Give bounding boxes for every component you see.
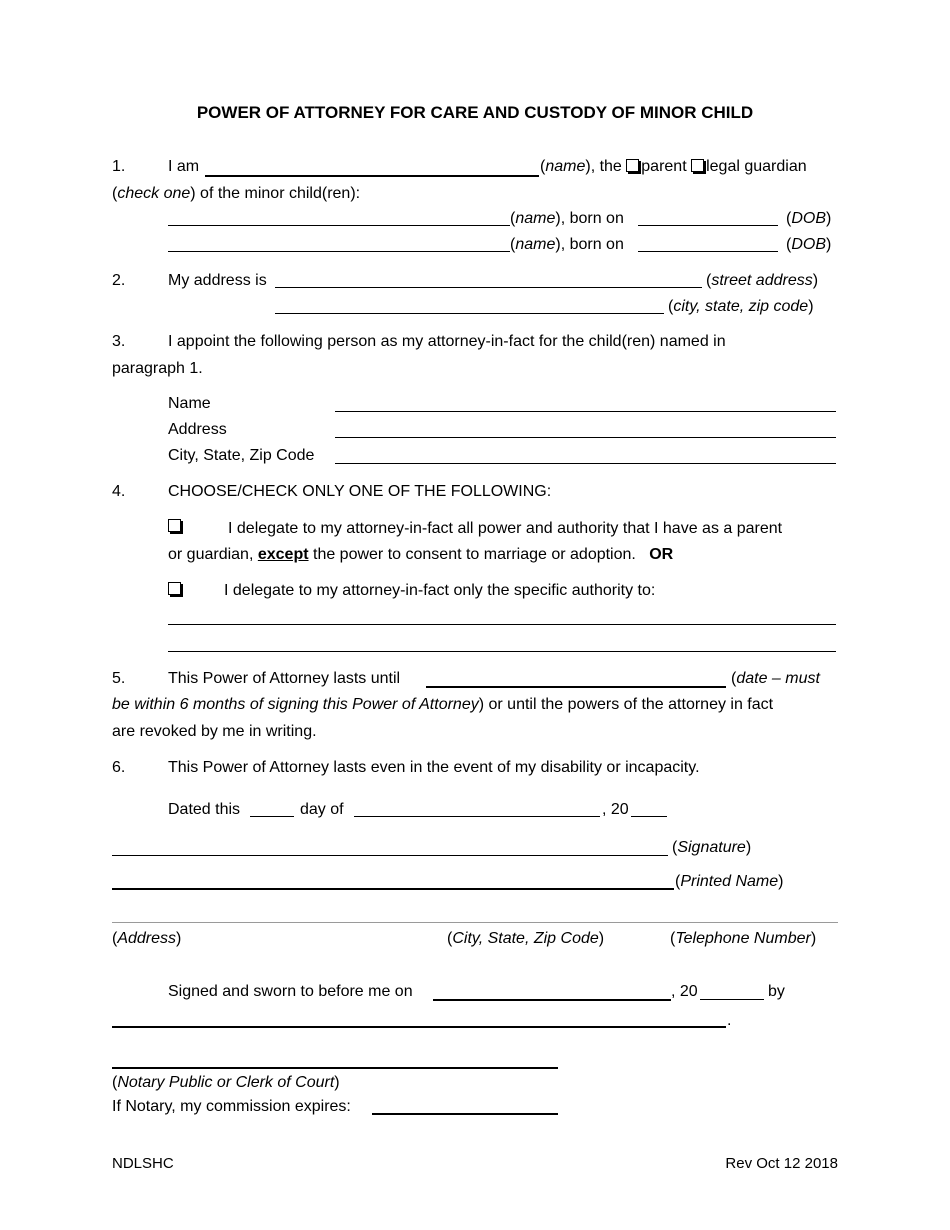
except-text: except (257, 546, 309, 563)
until-powers-text: ) or until the powers of the attorney in fact (478, 696, 774, 713)
dated-this-label: Dated this (168, 801, 241, 818)
attorney-name-field[interactable] (335, 411, 836, 412)
name-hint: name (515, 236, 556, 253)
child-2-dob-label: (DOB) (786, 236, 832, 253)
option-1-line1: I delegate to my attorney-in-fact all power and authority that I have as a parent (228, 520, 783, 537)
section-1-i-am: I am (168, 158, 200, 175)
attorney-name-label: Name (168, 395, 211, 412)
parent-label: parent (641, 158, 687, 175)
city-state-zip-label: (City, State, Zip Code) (447, 930, 605, 947)
city-state-zip-text: City, State, Zip Code (452, 930, 599, 947)
expiration-date-field[interactable] (426, 686, 726, 688)
section-1-number: 1. (112, 158, 126, 175)
printed-name-field[interactable] (112, 888, 674, 890)
city-state-zip-field[interactable] (275, 313, 664, 314)
notary-label: (Notary Public or Clerk of Court) (112, 1074, 340, 1091)
name-hint: name (545, 158, 586, 175)
telephone-text: Telephone Number (675, 930, 811, 947)
option-1-checkbox[interactable] (168, 519, 181, 532)
lasts-until-text: This Power of Attorney lasts until (168, 670, 401, 687)
year-prefix: , 20 (602, 801, 629, 818)
section-5-line3: are revoked by me in writing. (112, 723, 317, 740)
dob-hint: DOB (791, 236, 826, 253)
child-1-name-label: (name), born on (510, 210, 624, 227)
parent-checkbox[interactable] (626, 159, 639, 172)
printed-name-label: (Printed Name) (675, 873, 784, 890)
section-6-number: 6. (112, 759, 126, 776)
child-2-name-field[interactable] (168, 251, 510, 252)
notary-text: Notary Public or Clerk of Court (117, 1074, 335, 1091)
signature-label: (Signature) (672, 839, 752, 856)
attorney-city-field[interactable] (335, 463, 836, 464)
section-2-number: 2. (112, 272, 126, 289)
dob-hint: DOB (791, 210, 826, 227)
child-2-dob-field[interactable] (638, 251, 778, 252)
legal-guardian-checkbox[interactable] (691, 159, 704, 172)
notary-signature-field[interactable] (112, 1067, 558, 1069)
footer-revision: Rev Oct 12 2018 (725, 1155, 838, 1172)
the-text: ), the (585, 158, 627, 175)
address-text: Address (117, 930, 177, 947)
specific-authority-line-1[interactable] (168, 624, 836, 625)
specific-authority-line-2[interactable] (168, 651, 836, 652)
section-5-line2 (112, 695, 773, 715)
attorney-city-label: City, State, Zip Code (168, 447, 315, 464)
sworn-year-prefix: , 20 (671, 983, 698, 1000)
section-1-parent-choice: (name), the parent legal guardian (540, 158, 807, 175)
within-6-months-text: be within 6 months of signing this Power of Attorney (112, 696, 479, 713)
date-must-hint: (date – must (731, 670, 820, 687)
section-5-number: 5. (112, 670, 126, 687)
child-1-name-field[interactable] (168, 225, 510, 226)
street-address-field[interactable] (275, 287, 702, 288)
signature-field[interactable] (112, 855, 668, 856)
child-2-name-label: (name), born on (510, 236, 624, 253)
option-2-text: I delegate to my attorney-in-fact only the specific authority to: (224, 582, 656, 599)
section-4-number: 4. (112, 483, 126, 500)
section-6-text: This Power of Attorney lasts even in the event of my disability or incapacity. (168, 759, 700, 776)
sworn-year-field[interactable] (700, 999, 764, 1000)
telephone-label: (Telephone Number) (670, 930, 817, 947)
option-1-pre: or guardian, (168, 546, 258, 563)
document-title: POWER OF ATTORNEY FOR CARE AND CUSTODY OF MINOR CHILD (196, 103, 754, 122)
street-address-text: street address (711, 272, 813, 289)
child-1-dob-label: (DOB) (786, 210, 832, 227)
option-1-line2 (168, 545, 673, 565)
name-hint: name (515, 210, 556, 227)
date-must-text: date – must (736, 670, 820, 687)
signed-sworn-text: Signed and sworn to before me on (168, 983, 413, 1000)
section-3-number: 3. (112, 333, 126, 350)
dated-year-field[interactable] (631, 816, 667, 817)
city-state-zip-hint: (city, state, zip code) (668, 298, 814, 315)
contact-info-field[interactable] (112, 922, 838, 923)
day-of-label: day of (300, 801, 344, 818)
or-text: OR (649, 546, 674, 563)
by-text: by (768, 983, 785, 1000)
commission-expiry-field[interactable] (372, 1113, 558, 1115)
street-address-hint: (street address) (706, 272, 819, 289)
section-3-line1: I appoint the following person as my attorney-in-fact for the child(ren) named in (168, 333, 726, 350)
check-one-hint: check one (117, 185, 191, 202)
address-label: (Address) (112, 930, 182, 947)
attorney-address-field[interactable] (335, 437, 836, 438)
legal-guardian-label: legal guardian (706, 158, 807, 175)
sworn-by-field[interactable] (112, 1026, 726, 1028)
sworn-date-field[interactable] (433, 999, 671, 1001)
parent-name-field[interactable] (205, 175, 539, 177)
dated-month-field[interactable] (354, 816, 600, 817)
option-2-checkbox[interactable] (168, 582, 181, 595)
born-on-text: ), born on (555, 210, 624, 227)
option-1-post: the power to consent to marriage or adoption. (308, 546, 636, 563)
section-3-line2: paragraph 1. (112, 360, 203, 377)
child-1-dob-field[interactable] (638, 225, 778, 226)
footer-org: NDLSHC (112, 1155, 174, 1172)
born-on-text: ), born on (555, 236, 624, 253)
commission-label: If Notary, my commission expires: (112, 1098, 351, 1115)
signature-text: Signature (677, 839, 746, 856)
of-minor-children-text: ) of the minor child(ren): (190, 185, 361, 202)
period-text: . (727, 1012, 732, 1029)
section-1-line2: (check one) of the minor child(ren): (112, 185, 361, 202)
section-4-heading: CHOOSE/CHECK ONLY ONE OF THE FOLLOWING: (168, 483, 552, 500)
attorney-address-label: Address (168, 421, 227, 438)
my-address-label: My address is (168, 272, 267, 289)
city-state-zip-text: city, state, zip code (673, 298, 809, 315)
printed-name-text: Printed Name (680, 873, 779, 890)
dated-day-field[interactable] (250, 816, 294, 817)
